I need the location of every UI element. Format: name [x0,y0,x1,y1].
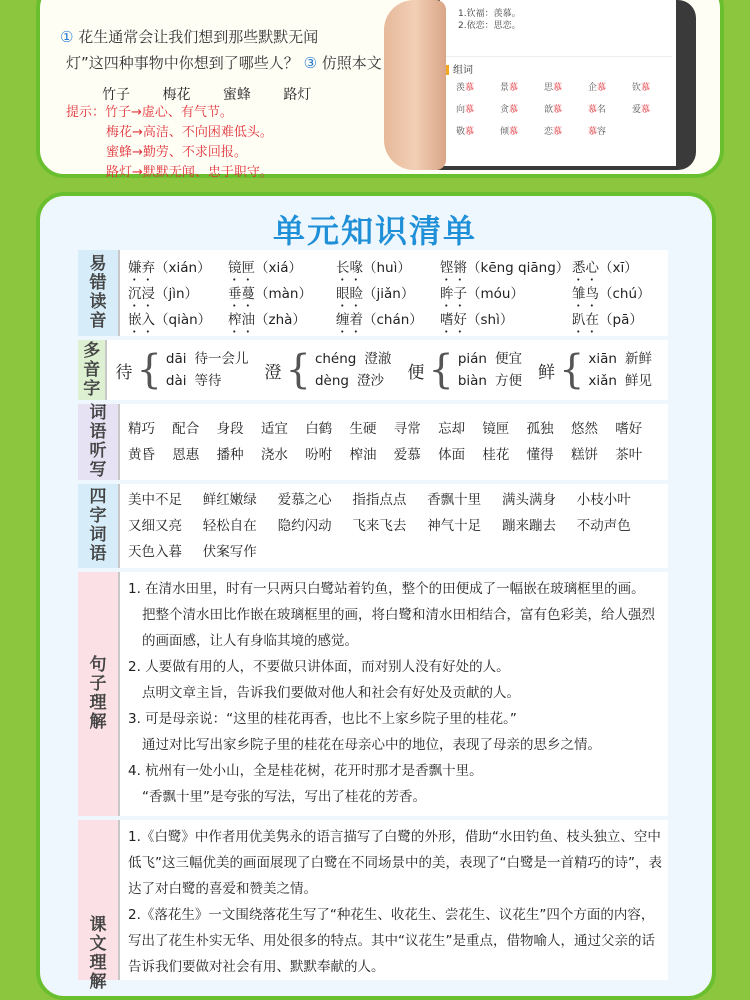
text-list [120,820,668,980]
hint-line [66,103,273,123]
word-highlight: 慕 [465,105,475,115]
dictation-word: 浇水 [260,447,288,463]
phone-word [500,80,544,102]
pronunciation-pinyin: （kēng qiāng） [467,260,570,276]
pronunciation-item [572,281,662,307]
dictation-word: 配合 [172,421,200,437]
question-text-2: 灯”这四种事物中你想到了哪些人？ [66,54,299,72]
phone-word [456,80,500,102]
section-polyphonic [78,340,668,400]
pronunciation-pinyin: （xián） [155,260,211,276]
section-dictation [78,404,668,480]
word-highlight: 慕 [641,105,651,115]
polyphonic-reading [315,348,391,370]
dictation-word: 播种 [216,447,244,463]
section-label-text: 课文理解 [89,915,107,992]
idiom-word: 鲜红嫩绿 [202,492,257,508]
word-prefix: 羡 [456,83,466,93]
sentence-explanation: “香飘十里”是夸张的写法，写出了桂花的芳香。 [142,789,426,805]
text-item: 1.《白鹭》中作者用优美隽永的语言描写了白鹭的外形，借助“水田钓鱼、枝头独立、空中低飞”这三幅优美的画面展现了白鹭在不同场景中的美，表现了“白鹭是一首精巧的诗”，表达了对白鹭的喜爱和赞美之情。 [128,829,662,897]
dictation-word: 生硬 [349,421,377,437]
pronunciation-pinyin: （xī） [599,260,638,276]
pronunciation-pinyin: （chán） [363,312,423,328]
polyphonic-reading [588,348,652,370]
sentence-explanation: 通过对比写出家乡院子里的桂花在母亲心中的地位，表现了母亲的思乡之情。 [142,737,601,753]
word-prefix: 向 [456,105,466,115]
word-suffix: 容 [597,127,607,137]
dictation-word: 忘却 [438,421,466,437]
sentence-text: 2. 人要做有用的人，不要做只讲体面，而对别人没有好处的人。 [128,659,510,675]
phone-word [588,124,632,146]
polyphonic-group [407,348,522,392]
pronunciation-word: 趴在 [572,312,599,328]
pronunciation-item [128,281,228,307]
section-label-text: 句子理解 [89,655,107,732]
word-prefix: 歆 [544,105,554,115]
brace-icon: { [428,347,454,393]
hint-text: 蜜蜂→勤劳、不求回报。 [106,145,247,160]
reading-pinyin: chéng [314,351,357,367]
dictation-word: 孤独 [526,421,554,437]
polyphonic-group [115,348,248,392]
sentence-text: 4. 杭州有一处小山，全是桂花树，花开时那才是香飘十里。 [128,763,483,779]
pronunciation-pinyin: （huì） [363,260,411,276]
pronunciation-pinyin: （pā） [599,312,643,328]
dictation-word: 白鹤 [305,421,333,437]
reading-pinyin: dāi [165,351,187,367]
section-pronunciation [78,250,668,336]
question-number-3: ③ [303,54,318,72]
section-text [78,820,668,992]
pronunciation-item [440,307,572,333]
pronunciation-grid [128,250,668,333]
word-prefix: 敬 [456,127,466,137]
phone-word [544,124,588,146]
word-highlight: 慕 [553,105,563,115]
text-item: 2.《落花生》一文围绕落花生写了“种花生、收花生、尝花生、议花生”四个方面的内容，写出了花生朴实无华、用处很多的特点。其中“议花生”是重点，借物喻人，通过父亲的话告诉我们要做对社会有用、默默奉献的人。 [128,907,655,975]
pronunciation-item [336,307,440,333]
section-label [78,404,120,480]
word-prefix: 景 [500,83,510,93]
dictation-word: 嗜好 [615,421,643,437]
sentence-explanation: 把整个清水田比作嵌在玻璃框里的画，将白鹭和清水田相结合，富有色彩美，给人强烈的画面感，让人有身临其境的感觉。 [142,607,655,649]
section-label-text: 易错读音 [89,254,107,331]
sentence-list [120,572,668,816]
idiom-word: 小枝小叶 [576,492,631,508]
pronunciation-item [228,281,336,307]
polyphonic-group [538,348,652,392]
pronunciation-pinyin: （zhà） [255,312,306,328]
reading-word: 方便 [494,373,522,389]
idiom-word: 香飘十里 [427,492,482,508]
pronunciation-word: 悉心 [572,260,599,276]
word-highlight: 慕 [588,105,598,115]
reading-pinyin: xiǎn [588,373,617,389]
section-label [78,820,120,992]
section-label-text: 多音字 [83,340,101,399]
idiom-word: 天色入暮 [128,544,182,560]
polyphonic-char: 便 [407,362,425,383]
word-highlight: 慕 [509,83,519,93]
item: 竹子 [102,87,130,103]
dictation-word: 桂花 [482,447,510,463]
idiom-word: 轻松自在 [202,518,257,534]
dictation-word: 糕饼 [570,447,598,463]
phone-section-title: 组词 [453,65,473,76]
word-prefix: 倾 [500,127,510,137]
pronunciation-pinyin: （jiǎn） [363,286,415,302]
dictation-word: 榨油 [349,447,377,463]
pronunciation-item [440,281,572,307]
phone-word-grid [456,80,676,146]
polyphonic-reading [458,370,522,392]
word-highlight: 慕 [553,127,563,137]
item: 路灯 [283,87,312,103]
reading-pinyin: dài [165,373,187,389]
page-title: 单元知识清单 [272,212,477,250]
idiom-word: 飞来飞去 [352,518,407,534]
section-idioms [78,484,668,568]
pronunciation-word: 沉浸 [128,286,155,302]
dictation-word: 镜匣 [482,421,510,437]
pronunciation-pinyin: （chú） [599,286,651,302]
dictation-word: 寻常 [393,421,421,437]
pronunciation-word: 垂蔓 [228,286,255,302]
dictation-word: 懂得 [526,447,554,463]
hint-block [66,103,273,183]
pronunciation-word: 嫌弃 [128,260,155,276]
pronunciation-word: 铿锵 [440,260,467,276]
polyphonic-char: 澄 [264,362,282,383]
pronunciation-word: 缠着 [336,312,363,328]
section-content [120,484,668,568]
item: 蜜蜂 [222,87,251,103]
idiom-grid [128,484,668,565]
brace-icon: { [285,347,311,393]
sentence-text: 3. 可是母亲说：“这里的桂花再香，也比不上家乡院子里的桂花。” [128,711,517,727]
pronunciation-item [228,307,336,333]
question-line-1 [60,26,318,47]
reading-pinyin: biàn [457,373,487,389]
pronunciation-item [128,307,228,333]
word-prefix: 思 [544,83,554,93]
polyphonic-char: 鲜 [537,362,555,383]
pronunciation-item [228,255,336,281]
pronunciation-word: 镜匣 [228,260,255,276]
idiom-word: 满头满身 [501,492,556,508]
hint-text: 竹子→虚心、有气节。 [105,105,233,120]
pronunciation-item [440,255,572,281]
pronunciation-word: 眸子 [440,286,467,302]
hint-line [66,143,273,163]
dictation-grid [128,404,668,468]
reading-word: 待一会儿 [194,351,249,367]
section-bar-icon [446,65,449,75]
phone-word [500,102,544,124]
brace-icon: { [558,347,585,393]
reading-word: 等待 [194,373,222,389]
question-text-1: 花生通常会让我们想到那些默默无闻 [78,28,319,46]
polyphonic-char: 待 [115,362,133,383]
polyphonic-readings [588,348,652,392]
dictation-word: 吩咐 [305,447,333,463]
word-highlight: 慕 [588,127,598,137]
idiom-word: 又细又亮 [128,518,182,534]
reading-word: 澄沙 [356,373,384,389]
section-sentences [78,572,668,816]
section-content [107,340,668,400]
reading-word: 鲜见 [625,373,652,389]
pronunciation-item [336,281,440,307]
phone-line-2: 2.依恋：思恋。 [458,21,521,31]
section-label [78,572,120,816]
word-prefix: 贪 [500,105,510,115]
section-label [78,250,120,336]
reading-word: 新鲜 [625,351,652,367]
brace-icon: { [136,347,162,393]
section-content [120,404,668,480]
dictation-word: 适宜 [260,421,288,437]
polyphonic-list [115,340,668,400]
phone-word [588,80,632,102]
pronunciation-item [572,307,662,333]
pronunciation-pinyin: （móu） [467,286,524,302]
dictation-word: 体面 [438,447,466,463]
pronunciation-word: 榨油 [228,312,255,328]
hint-text: 路灯→默默无闻、忠于职守。 [106,165,273,180]
hint-line [66,123,273,143]
reading-word: 便宜 [494,351,522,367]
idiom-word: 指指点点 [352,492,407,508]
section-label-text: 词语听写 [89,403,107,480]
pronunciation-word: 嗜好 [440,312,467,328]
pronunciation-item [336,255,440,281]
idiom-word: 蹦来蹦去 [501,518,556,534]
word-prefix: 恋 [544,127,554,137]
dictation-word: 精巧 [128,421,155,437]
idiom-word: 伏案写作 [202,544,257,560]
hand-image [384,0,446,170]
question-number-1: ① [60,28,74,46]
word-highlight: 慕 [641,83,651,93]
dictation-word: 悠然 [570,421,598,437]
idiom-word: 隐约闪动 [277,518,332,534]
dictation-word: 身段 [216,421,244,437]
pronunciation-word: 长喙 [336,260,363,276]
section-label [78,484,120,568]
reading-word: 澄澈 [364,351,392,367]
word-highlight: 慕 [553,83,563,93]
phone-word [544,80,588,102]
pronunciation-pinyin: （qiàn） [155,312,212,328]
word-prefix: 爱 [632,105,642,115]
polyphonic-reading [588,370,652,392]
pronunciation-pinyin: （jìn） [155,286,199,302]
pronunciation-item [128,255,228,281]
phone-word [632,102,676,124]
word-highlight: 慕 [465,127,475,137]
word-suffix: 名 [597,105,607,115]
phone-word [544,102,588,124]
phone-word [500,124,544,146]
word-highlight: 慕 [509,105,519,115]
polyphonic-readings [458,348,522,392]
pronunciation-pinyin: （shì） [467,312,514,328]
pronunciation-pinyin: （xiá） [255,260,303,276]
polyphonic-group [264,348,391,392]
item: 梅花 [162,87,191,103]
hint-text: 梅花→高洁、不向困难低头。 [106,125,273,140]
pronunciation-item [572,255,662,281]
polyphonic-reading [458,348,522,370]
idiom-word: 爱慕之心 [277,492,332,508]
word-highlight: 慕 [465,83,475,93]
polyphonic-reading [166,370,249,392]
dictation-word: 黄昏 [128,447,155,463]
phone-word [632,80,676,102]
polyphonic-reading [166,348,249,370]
reading-pinyin: xiān [588,351,617,367]
word-highlight: 慕 [509,127,519,137]
pronunciation-word: 雏鸟 [572,286,599,302]
idiom-word: 不动声色 [576,518,631,534]
sentence-text: 1. 在清水田里，时有一只两只白鹭站着钓鱼，整个的田便成了一幅嵌在玻璃框里的画。 [128,581,645,597]
phone-line-1: 1.钦福：羡慕。 [458,9,521,19]
hint-label: 提示： [66,105,106,120]
polyphonic-readings [166,348,249,392]
word-highlight: 慕 [597,83,607,93]
idiom-word: 美中不足 [128,492,182,508]
dictation-word: 爱慕 [393,447,421,463]
polyphonic-reading [315,370,391,392]
section-content [120,250,668,336]
reading-pinyin: dèng [314,373,349,389]
dictation-word: 恩惠 [172,447,200,463]
item-list [102,84,339,104]
phone-word [588,102,632,124]
hint-line [66,163,273,183]
phone-word [456,102,500,124]
word-prefix: 企 [588,83,598,93]
word-prefix: 钦 [632,83,642,93]
idiom-word: 神气十足 [427,518,482,534]
dictation-word: 茶叶 [615,447,643,463]
pronunciation-word: 嵌入 [128,312,155,328]
pronunciation-word: 眼睑 [336,286,363,302]
reading-pinyin: pián [457,351,487,367]
section-label [78,340,107,400]
phone-section-header [446,56,672,76]
question-text-3: 仿照本文 [321,54,382,72]
phone-word [456,124,500,146]
question-line-2 [66,52,382,73]
section-label-text: 四字词语 [89,487,107,564]
pronunciation-pinyin: （màn） [255,286,312,302]
polyphonic-readings [315,348,391,392]
sentence-explanation: 点明文章主旨，告诉我们要做对他人和社会有好处及贡献的人。 [142,685,520,701]
